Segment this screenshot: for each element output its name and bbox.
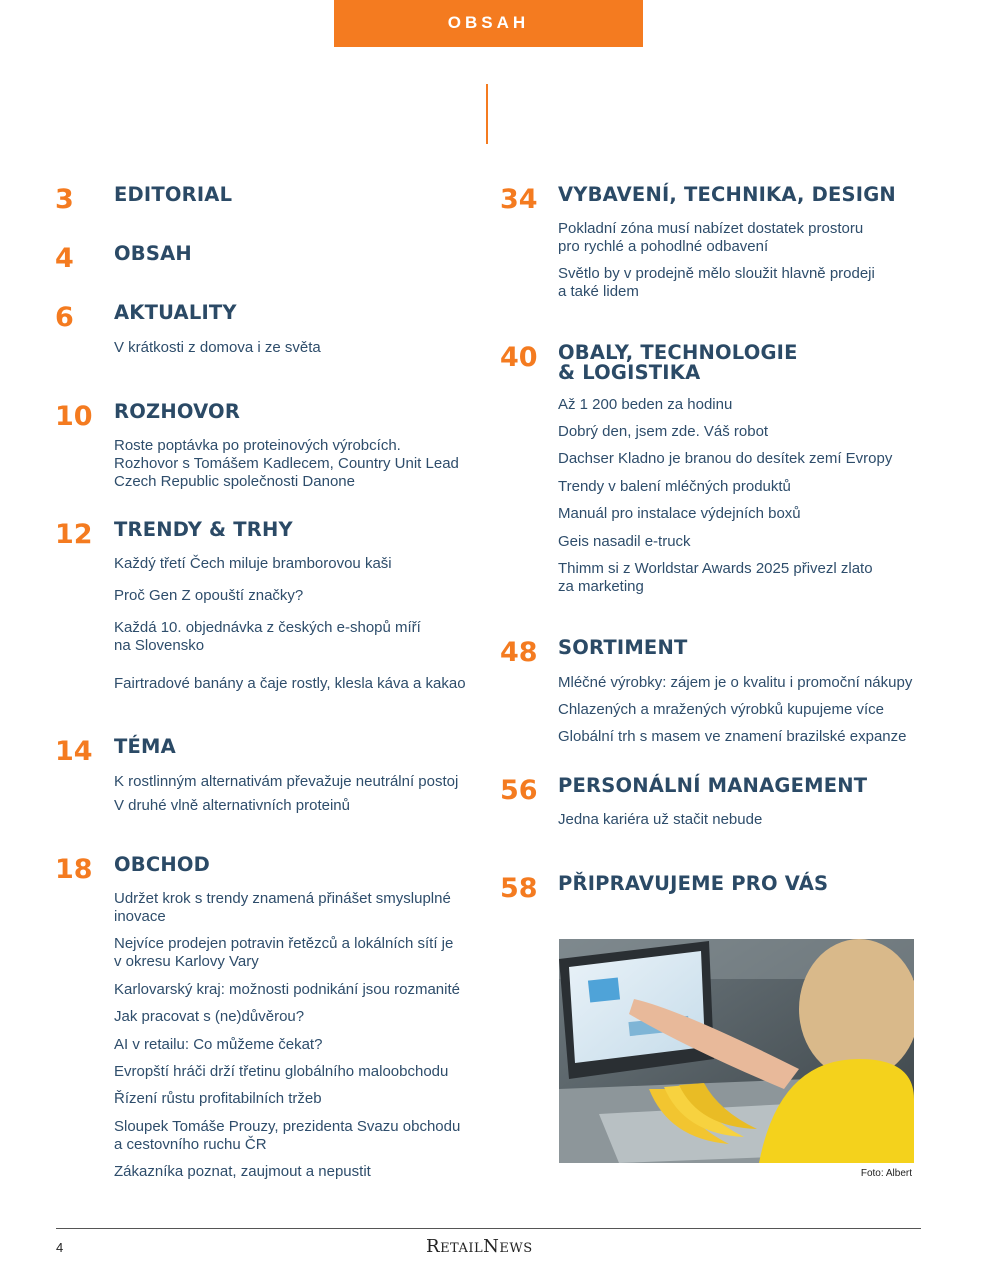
toc-entry[interactable]: Jak pracovat s (ne)důvěrou? [114, 1008, 305, 1025]
toc-entry[interactable]: Dobrý den, jsem zde. Váš robot [558, 423, 769, 440]
section-title-obchod[interactable]: OBCHOD [114, 853, 211, 876]
section-title-rozhovor[interactable]: ROZHOVOR [114, 400, 241, 423]
toc-entry[interactable]: Každá 10. objednávka z českých e-shopů míří na Slovensko [114, 619, 421, 654]
section-title-obaly[interactable]: OBALY, TECHNOLOGIE & LOGISTIKA [558, 341, 798, 384]
section-title-editorial[interactable]: EDITORIAL [114, 183, 233, 206]
toc-entry[interactable]: AI v retailu: Co můžeme čekat? [114, 1036, 323, 1053]
toc-entry[interactable]: Řízení růstu profitabilních tržeb [114, 1090, 322, 1107]
toc-entry[interactable]: Manuál pro instalace výdejních boxů [558, 505, 801, 522]
section-header-title: OBSAH [447, 13, 530, 32]
page-number: 4 [55, 243, 74, 274]
section-title-obsah[interactable]: OBSAH [114, 242, 192, 265]
photo-self-checkout [559, 939, 914, 1163]
section-title-tema[interactable]: TÉMA [114, 735, 176, 758]
toc-entry[interactable]: Chlazených a mražených výrobků kupujeme více [558, 701, 884, 718]
toc-entry[interactable]: Dachser Kladno je branou do desítek zemí Evropy [558, 450, 893, 467]
page-number: 48 [500, 637, 538, 668]
footer-divider [56, 1228, 921, 1229]
toc-entry[interactable]: Trendy v balení mléčných produktů [558, 478, 791, 495]
page-number: 18 [55, 854, 93, 885]
page-number: 40 [500, 342, 538, 373]
page-number: 3 [55, 184, 74, 215]
photo-credit: Foto: Albert [860, 1168, 912, 1179]
section-title-aktuality[interactable]: AKTUALITY [114, 301, 237, 324]
toc-entry[interactable]: Geis nasadil e-truck [558, 533, 691, 550]
toc-entry[interactable]: Udržet krok s trendy znamená přinášet smysluplné inovace [114, 890, 451, 925]
toc-entry[interactable]: Fairtradové banány a čaje rostly, klesla káva a kakao [114, 675, 466, 692]
toc-entry[interactable]: Světlo by v prodejně mělo sloužit hlavně prodeji a také lidem [558, 265, 875, 300]
page-number: 34 [500, 184, 538, 215]
toc-entry[interactable]: K rostlinným alternativám převažuje neutrální postoj [114, 773, 459, 790]
page-number: 6 [55, 302, 74, 333]
section-title-vybaveni[interactable]: VYBAVENÍ, TECHNIKA, DESIGN [558, 183, 896, 206]
toc-entry[interactable]: Sloupek Tomáše Prouzy, prezidenta Svazu obchodu a cestovního ruchu ČR [114, 1118, 461, 1153]
toc-entry[interactable]: Thimm si z Worldstar Awards 2025 přivezl zlato za marketing [558, 560, 873, 595]
footer-page-number: 4 [56, 1240, 64, 1255]
page-number: 12 [55, 519, 93, 550]
page-number: 56 [500, 775, 538, 806]
vertical-divider [486, 84, 488, 144]
toc-entry[interactable]: Pokladní zóna musí nabízet dostatek prostoru pro rychlé a pohodlné odbavení [558, 220, 864, 255]
section-title-pripravujeme[interactable]: PŘIPRAVUJEME PRO VÁS [558, 872, 829, 895]
section-title-personalni[interactable]: PERSONÁLNÍ MANAGEMENT [558, 774, 868, 797]
page-number: 14 [55, 736, 93, 767]
toc-entry[interactable]: Nejvíce prodejen potravin řetězců a lokálních sítí je v okresu Karlovy Vary [114, 935, 454, 970]
toc-entry[interactable]: Evropští hráči drží třetinu globálního maloobchodu [114, 1063, 449, 1080]
toc-entry[interactable]: Až 1 200 beden za hodinu [558, 396, 733, 413]
toc-entry[interactable]: Karlovarský kraj: možnosti podnikání jsou rozmanité [114, 981, 460, 998]
retailnews-logo: RETAILNEWS [426, 1236, 533, 1257]
toc-entry[interactable]: Globální trh s masem ve znamení brazilské expanze [558, 728, 907, 745]
page-number: 10 [55, 401, 93, 432]
toc-entry[interactable]: Proč Gen Z opouští značky? [114, 587, 304, 604]
toc-entry[interactable]: Zákazníka poznat, zaujmout a nepustit [114, 1163, 371, 1180]
toc-entry[interactable]: Roste poptávka po proteinových výrobcích. Rozhovor s Tomášem Kadlecem, Country Unit Lead Czech Republic společnosti Danone [114, 437, 459, 490]
toc-entry[interactable]: Každý třetí Čech miluje bramborovou kaši [114, 555, 392, 572]
toc-entry[interactable]: V krátkosti z domova i ze světa [114, 339, 321, 356]
page-number: 58 [500, 873, 538, 904]
toc-entry[interactable]: V druhé vlně alternativních proteinů [114, 797, 350, 814]
section-title-sortiment[interactable]: SORTIMENT [558, 636, 688, 659]
section-header-bar [334, 0, 643, 47]
section-title-trendy-trhy[interactable]: TRENDY & TRHY [114, 518, 293, 541]
toc-entry[interactable]: Mléčné výrobky: zájem je o kvalitu i promoční nákupy [558, 674, 913, 691]
toc-entry[interactable]: Jedna kariéra už stačit nebude [558, 811, 763, 828]
